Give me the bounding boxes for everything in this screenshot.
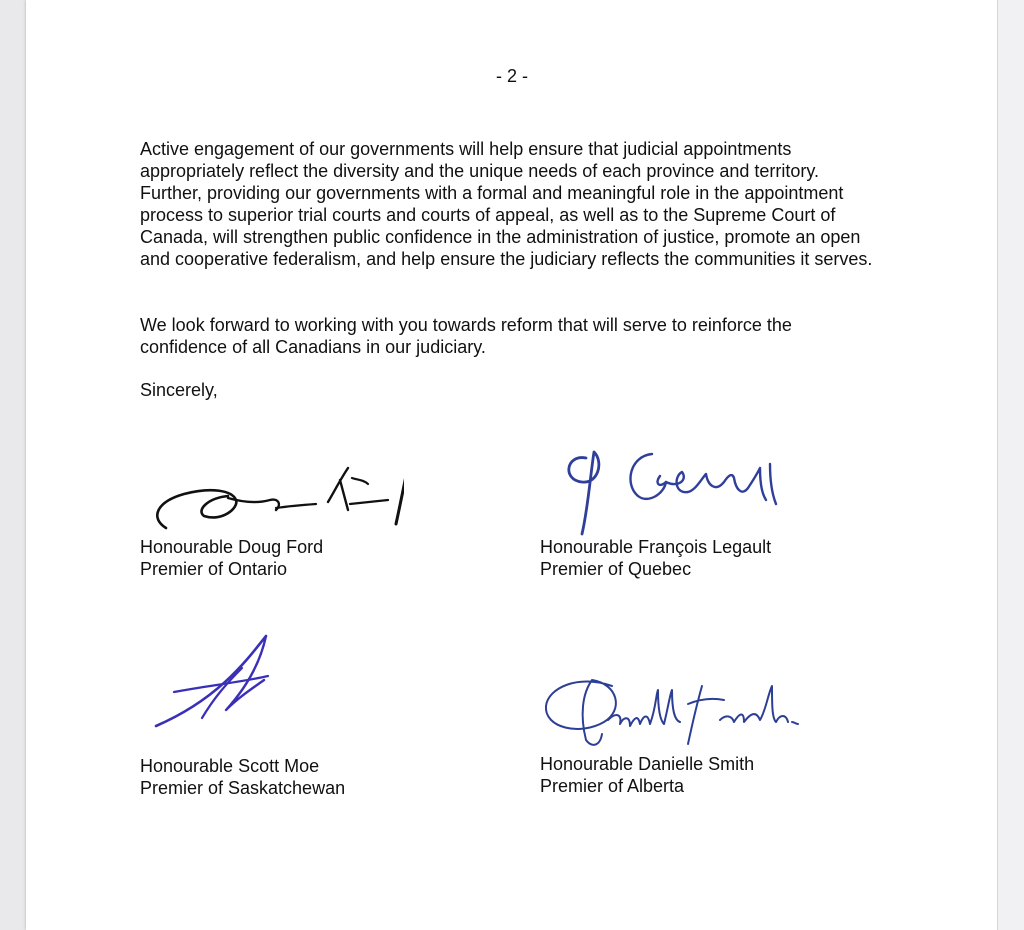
signature-danielle-smith <box>538 664 808 754</box>
signatory-danielle-smith <box>540 753 754 797</box>
signatory-francois-legault <box>540 536 771 580</box>
signatory-name: Honourable Danielle Smith <box>540 754 755 774</box>
signature-francois-legault <box>556 438 796 538</box>
document-page <box>26 0 998 930</box>
signatory-title: Premier of Alberta <box>540 776 685 796</box>
signatory-title: Premier of Quebec <box>540 559 692 579</box>
body-paragraph-2: We look forward to working with you towards reform that will serve to reinforce the confidence of all Canadians in our judiciary. <box>140 315 792 357</box>
signature-doug-ford <box>144 450 404 530</box>
signatory-scott-moe <box>140 755 345 799</box>
viewer-side-rail <box>997 0 1024 930</box>
body-paragraph-1: Active engagement of our governments will help ensure that judicial appointments appropriately reflect the diversity and the unique needs of each province and territory. Further, providing our governments with a formal and meaningful role in the appointment process to superior trial courts and courts of appeal, as well as to the Supreme Court of Canada, will strengthen public confidence in the administration of justice, promote an open and cooperative federalism, and help ensure the judiciary reflects the communities it serves. <box>140 139 873 269</box>
signatory-name: Honourable François Legault <box>540 537 772 557</box>
closing-salutation: Sincerely, <box>140 380 218 400</box>
signatory-name: Honourable Doug Ford <box>140 537 324 557</box>
signatory-title: Premier of Ontario <box>140 559 288 579</box>
signatory-title: Premier of Saskatchewan <box>140 778 346 798</box>
signatory-name: Honourable Scott Moe <box>140 756 320 776</box>
page-number: - 2 - <box>495 66 528 86</box>
signatory-doug-ford <box>140 536 323 580</box>
signature-scott-moe <box>146 628 286 738</box>
